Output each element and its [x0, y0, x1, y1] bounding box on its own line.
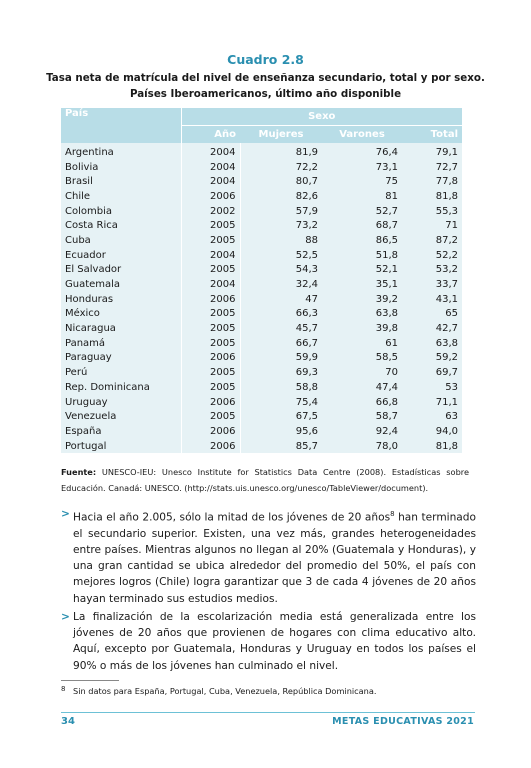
- cell-men: 39,8: [322, 321, 402, 336]
- header-sex-group: Sexo: [181, 108, 462, 126]
- table-row: [61, 336, 462, 351]
- cell-country: Costa Rica: [61, 218, 181, 233]
- cell-total: 81,8: [402, 189, 462, 204]
- table-subtitle: [40, 70, 491, 102]
- cell-year: 2005: [181, 409, 240, 424]
- cell-country: Guatemala: [61, 277, 181, 292]
- cell-total: 59,2: [402, 351, 462, 366]
- cell-total: 71,1: [402, 395, 462, 410]
- cell-men: 78,0: [322, 439, 402, 454]
- cell-total: 52,2: [402, 248, 462, 263]
- cell-year: 2006: [181, 351, 240, 366]
- table-row: [61, 189, 462, 204]
- cell-total: 33,7: [402, 277, 462, 292]
- cell-women: 75,4: [240, 395, 322, 410]
- cell-total: 79,1: [402, 143, 462, 160]
- paragraph-text: La finalización de la escolarización media está generalizada entre los jóvenes de 20 años que provienen de hogares con clima educativo alto. Aquí, excepto por Guatemala, Honduras y Uruguay en todos los países el 90% o más de los jóvenes han culminado el nivel.: [73, 611, 476, 672]
- cell-total: 71: [402, 218, 462, 233]
- cell-country: Venezuela: [61, 409, 181, 424]
- cell-women: 88: [240, 233, 322, 248]
- cell-women: 85,7: [240, 439, 322, 454]
- cell-men: 92,4: [322, 424, 402, 439]
- header-year: Año: [181, 126, 240, 144]
- cell-men: 52,7: [322, 204, 402, 219]
- cell-year: 2005: [181, 218, 240, 233]
- cell-year: 2005: [181, 365, 240, 380]
- table-row: [61, 365, 462, 380]
- table-row: [61, 307, 462, 322]
- source-label: Fuente:: [61, 467, 97, 477]
- table-row: [61, 292, 462, 307]
- enrollment-table: [61, 108, 462, 453]
- paragraph-text-part: han terminado el secundario superior. Existen, una vez más, grandes heterogeneidades entre países. Mientras algunos no llegan al 20% (Guatemala y Honduras), y una gran cantidad se ubica alrededor del promedio del 50%, el país con mejores logros (Chile) logra garantizar que 3 de cada 4 jóvenes de 20 años hayan terminado sus estudios medios.: [73, 511, 477, 605]
- cell-men: 75: [322, 174, 402, 189]
- cell-year: 2004: [181, 248, 240, 263]
- page-number: 34: [61, 716, 75, 727]
- cell-men: 76,4: [322, 143, 402, 160]
- cell-women: 58,8: [240, 380, 322, 395]
- cell-women: 82,6: [240, 189, 322, 204]
- cell-year: 2005: [181, 263, 240, 278]
- cell-country: Nicaragua: [61, 321, 181, 336]
- cell-country: Portugal: [61, 439, 181, 454]
- cell-women: 57,9: [240, 204, 322, 219]
- cell-women: 95,6: [240, 424, 322, 439]
- cell-country: El Salvador: [61, 263, 181, 278]
- cell-women: 59,9: [240, 351, 322, 366]
- cell-women: 47: [240, 292, 322, 307]
- body-paragraph-1: [61, 506, 476, 607]
- cell-men: 51,8: [322, 248, 402, 263]
- cell-total: 53: [402, 380, 462, 395]
- cell-country: Cuba: [61, 233, 181, 248]
- cell-total: 69,7: [402, 365, 462, 380]
- cell-total: 55,3: [402, 204, 462, 219]
- table-row: [61, 160, 462, 175]
- table-row: [61, 218, 462, 233]
- cell-year: 2005: [181, 233, 240, 248]
- table-row: [61, 143, 462, 160]
- cell-year: 2006: [181, 395, 240, 410]
- cell-country: México: [61, 307, 181, 322]
- body-paragraph-2: [61, 609, 476, 674]
- cell-men: 39,2: [322, 292, 402, 307]
- bullet-marker: >: [61, 611, 70, 623]
- cell-country: Ecuador: [61, 248, 181, 263]
- cell-year: 2004: [181, 277, 240, 292]
- header-men: Varones: [322, 126, 402, 144]
- cell-year: 2004: [181, 160, 240, 175]
- footnote-ref[interactable]: 8: [390, 510, 395, 518]
- cell-total: 42,7: [402, 321, 462, 336]
- cell-men: 35,1: [322, 277, 402, 292]
- footnote: [61, 684, 481, 698]
- cell-total: 43,1: [402, 292, 462, 307]
- table-row: [61, 174, 462, 189]
- cell-total: 87,2: [402, 233, 462, 248]
- cell-total: 63,8: [402, 336, 462, 351]
- cell-country: Uruguay: [61, 395, 181, 410]
- footnote-divider: [61, 680, 119, 681]
- cell-year: 2005: [181, 321, 240, 336]
- header-women: Mujeres: [240, 126, 322, 144]
- table-row: [61, 439, 462, 454]
- table-subtitle-line1: Tasa neta de matrícula del nivel de enseñanza secundario, total y por sexo.: [46, 72, 485, 84]
- cell-country: Chile: [61, 189, 181, 204]
- cell-total: 94,0: [402, 424, 462, 439]
- cell-men: 58,5: [322, 351, 402, 366]
- cell-men: 70: [322, 365, 402, 380]
- cell-country: Brasil: [61, 174, 181, 189]
- cell-men: 73,1: [322, 160, 402, 175]
- cell-total: 53,2: [402, 263, 462, 278]
- cell-women: 69,3: [240, 365, 322, 380]
- table-row: [61, 351, 462, 366]
- cell-women: 72,2: [240, 160, 322, 175]
- table-body: [61, 143, 462, 453]
- running-title: METAS EDUCATIVAS 2021: [332, 716, 474, 727]
- cell-country: Panamá: [61, 336, 181, 351]
- table-row: [61, 321, 462, 336]
- cell-women: 66,3: [240, 307, 322, 322]
- cell-country: Rep. Dominicana: [61, 380, 181, 395]
- footnote-text: Sin datos para España, Portugal, Cuba, Venezuela, República Dominicana.: [73, 686, 377, 696]
- cell-men: 86,5: [322, 233, 402, 248]
- cell-women: 32,4: [240, 277, 322, 292]
- cell-year: 2006: [181, 439, 240, 454]
- cell-total: 63: [402, 409, 462, 424]
- cell-country: España: [61, 424, 181, 439]
- table-row: [61, 395, 462, 410]
- table-row: [61, 409, 462, 424]
- header-country: País: [61, 108, 181, 143]
- table-row: [61, 263, 462, 278]
- cell-women: 54,3: [240, 263, 322, 278]
- cell-country: Honduras: [61, 292, 181, 307]
- cell-men: 63,8: [322, 307, 402, 322]
- cell-country: Perú: [61, 365, 181, 380]
- cell-women: 45,7: [240, 321, 322, 336]
- cell-total: 72,7: [402, 160, 462, 175]
- cell-men: 81: [322, 189, 402, 204]
- cell-total: 77,8: [402, 174, 462, 189]
- cell-year: 2002: [181, 204, 240, 219]
- cell-country: Paraguay: [61, 351, 181, 366]
- cell-women: 66,7: [240, 336, 322, 351]
- cell-year: 2004: [181, 143, 240, 160]
- table-row: [61, 204, 462, 219]
- cell-men: 47,4: [322, 380, 402, 395]
- cell-year: 2005: [181, 380, 240, 395]
- table-row: [61, 233, 462, 248]
- cell-women: 80,7: [240, 174, 322, 189]
- table-row: [61, 380, 462, 395]
- cell-year: 2006: [181, 189, 240, 204]
- table-row: [61, 277, 462, 292]
- bullet-marker: >: [61, 508, 70, 520]
- footnote-number: 8: [61, 685, 66, 693]
- cell-total: 81,8: [402, 439, 462, 454]
- paragraph-text: [73, 506, 476, 607]
- footer-divider: [61, 712, 475, 713]
- cell-women: 73,2: [240, 218, 322, 233]
- cell-total: 65: [402, 307, 462, 322]
- cell-year: 2004: [181, 174, 240, 189]
- cell-men: 66,8: [322, 395, 402, 410]
- paragraph-text-part: Hacia el año 2.005, sólo la mitad de los jóvenes de 20 años: [73, 511, 391, 524]
- cell-men: 68,7: [322, 218, 402, 233]
- cell-country: Argentina: [61, 143, 181, 160]
- header-total: Total: [402, 126, 462, 144]
- table-source: [61, 464, 469, 496]
- cell-men: 58,7: [322, 409, 402, 424]
- table-subtitle-line2: Países Iberoamericanos, último año disponible: [129, 88, 402, 100]
- table-row: [61, 424, 462, 439]
- table-title: Cuadro 2.8: [227, 52, 304, 67]
- cell-year: 2006: [181, 424, 240, 439]
- table-row: [61, 248, 462, 263]
- source-text: UNESCO-IEU: Unesco Institute for Statistics Data Centre (2008). Estadísticas sobre Educación. Canadá: UNESCO. (http://stats.uis.unesco.org/unesco/TableViewer/document).: [61, 467, 469, 493]
- cell-men: 52,1: [322, 263, 402, 278]
- cell-country: Colombia: [61, 204, 181, 219]
- cell-country: Bolivia: [61, 160, 181, 175]
- cell-women: 67,5: [240, 409, 322, 424]
- cell-men: 61: [322, 336, 402, 351]
- cell-year: 2006: [181, 292, 240, 307]
- cell-year: 2005: [181, 307, 240, 322]
- cell-year: 2005: [181, 336, 240, 351]
- cell-women: 81,9: [240, 143, 322, 160]
- cell-women: 52,5: [240, 248, 322, 263]
